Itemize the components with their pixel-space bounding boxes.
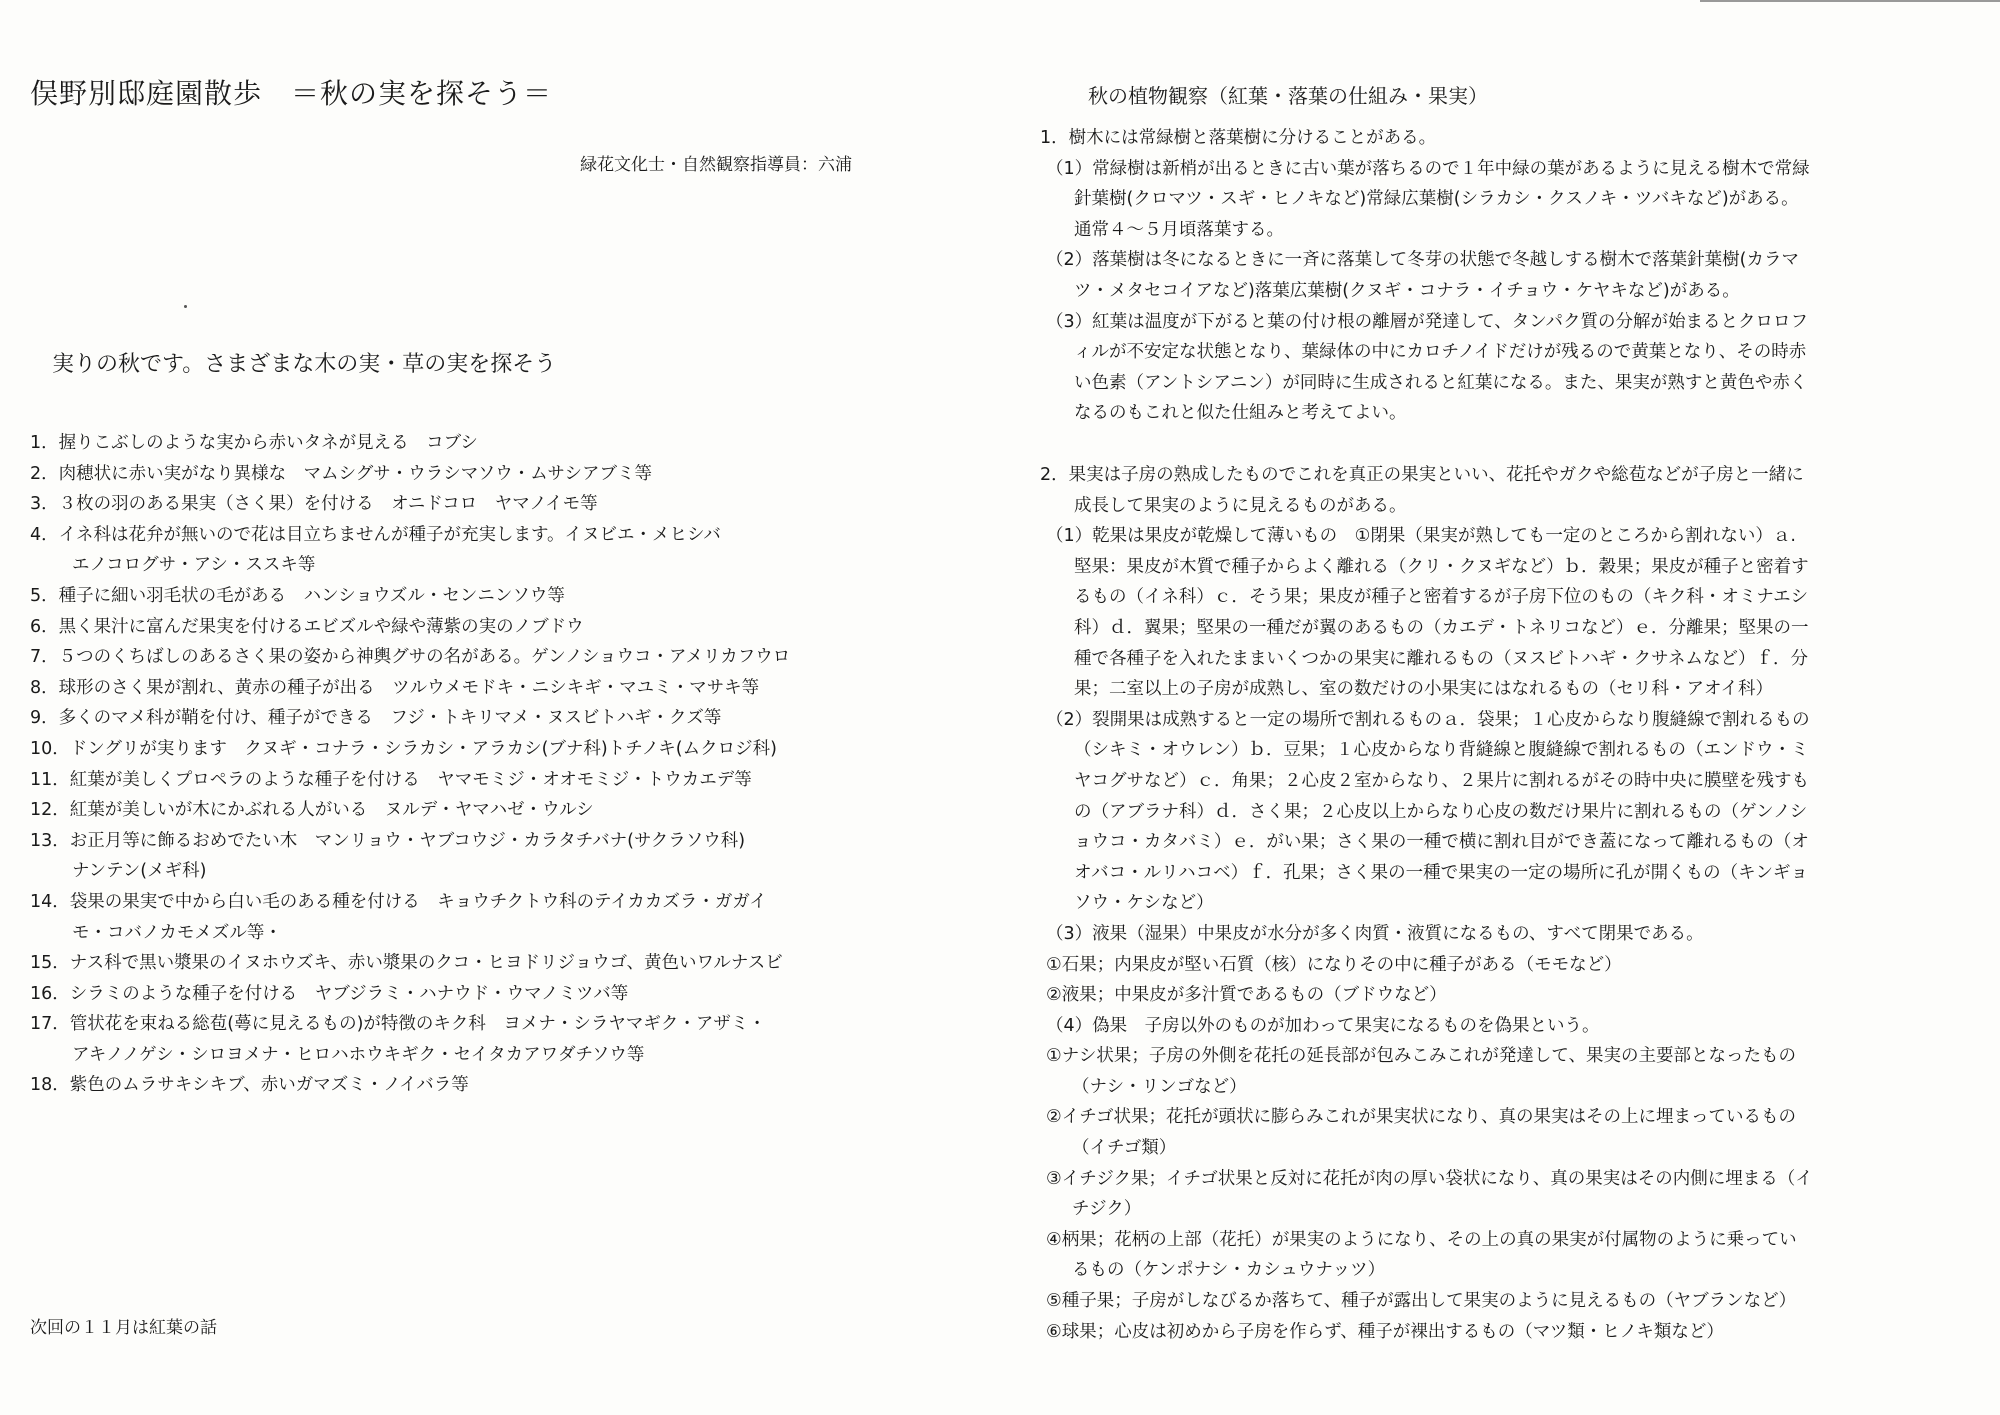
- text-line: ②液果；中果皮が多汁質であるもの（ブドウなど）: [1046, 985, 1447, 1006]
- list-item: 5．種子に細い羽毛状の毛がある ハンショウズル・センニンソウ等: [30, 585, 565, 606]
- section-fruits: [1040, 460, 1975, 1347]
- text-line: るもの（ケンポナシ・カシュウナッツ）: [1072, 1260, 1386, 1281]
- text-line: 果；二室以上の子房が成熟し、室の数だけの小果実にはなれるもの（セリ科・アオイ科）: [1074, 679, 1773, 700]
- list-item: 4．イネ科は花弁が無いので花は目立ちませんが種子が充実します。イヌビエ・メヒシバ: [30, 524, 721, 545]
- text-line: 種で各種子を入れたままいくつかの果実に離れるもの（ヌスビトハギ・クサネムなど）ｆ．分: [1074, 648, 1808, 669]
- list-item-continuation: モ・コバノカモメズル等・: [72, 922, 282, 943]
- text-line: （イチゴ類）: [1072, 1138, 1177, 1159]
- text-line: （2）落葉樹は冬になるときに一斉に落葉して冬芽の状態で冬越しする樹木で落葉針葉樹(カラマ: [1046, 250, 1799, 271]
- section-trees: [1040, 123, 1975, 429]
- right-title: 秋の植物観察（紅葉・落葉の仕組み・果実）: [1088, 84, 1488, 108]
- text-line: の（アブラナ科）ｄ．さく果；２心皮以上からなり心皮の数だけ果片に割れるもの（ゲンノシ: [1074, 801, 1808, 822]
- list-item: 1．握りこぶしのような実から赤いタネが見える コブシ: [30, 433, 478, 453]
- text-line: 2．果実は子房の熟成したものでこれを真正の果実といい、花托やガクや総苞などが子房と一緒に: [1040, 465, 1804, 485]
- text-line: （1）乾果は果皮が乾燥して薄いもの ①閉果（果実が熟しても一定のところから割れない）ａ.: [1046, 526, 1796, 547]
- fruit-list: [30, 428, 965, 1101]
- list-item: 7．５つのくちばしのあるさく果の姿から神輿グサの名がある。ゲンノショウコ・アメリカフウロ: [30, 647, 791, 668]
- text-line: ツ・メタセコイアなど)落葉広葉樹(クヌギ・コナラ・イチョウ・ケヤキなど)がある。: [1074, 280, 1740, 301]
- text-line: ィルが不安定な状態となり、葉緑体の中にカロチノイドだけが残るので黄葉となり、その時赤: [1074, 342, 1807, 363]
- right-column: [1040, 0, 1980, 1415]
- text-line: ④柄果；花柄の上部（花托）が果実のようになり、その上の真の果実が付属物のように乗ってい: [1046, 1229, 1797, 1250]
- text-line: （3）液果（湿果）中果皮が水分が多く肉質・液質になるもの、すべて閉果である。: [1046, 923, 1704, 944]
- text-line: ②イチゴ状果；花托が頭状に膨らみこれが果実状になり、真の果実はその上に埋まっているもの: [1046, 1107, 1796, 1128]
- list-item-continuation: エノコログサ・アシ・ススキ等: [72, 555, 316, 576]
- section-subtitle: 実りの秋です。さまざまな木の実・草の実を探そう: [52, 352, 557, 377]
- text-line: （4）偽果 子房以外のものが加わって果実になるものを偽果という。: [1046, 1015, 1600, 1036]
- text-line: （シキミ・オウレン）ｂ．豆果；１心皮からなり背縫線と腹縫線で割れるもの（エンドウ・ミ: [1074, 740, 1809, 761]
- list-item: 14．袋果の果実で中から白い毛のある種を付ける キョウチクトウ科のテイカカズラ・ガガイ: [30, 891, 767, 912]
- list-item: 15．ナス科で黒い漿果のイヌホウズキ、赤い漿果のクコ・ヒヨドリジョウゴ、黄色いワルナスビ: [30, 953, 783, 974]
- list-item: 2．肉穂状に赤い実がなり異様な マムシグサ・ウラシマソウ・ムサシアブミ等: [30, 463, 653, 484]
- text-line: ヤコグサなど）ｃ．角果；２心皮２室からなり、２果片に割れるがその時中央に膜壁を残すも: [1074, 770, 1809, 791]
- text-line: （3）紅葉は温度が下がると葉の付け根の離層が発達して、タンパク質の分解が始まるとクロロフ: [1046, 311, 1809, 332]
- text-line: なるのもこれと似た仕組みと考えてよい。: [1074, 403, 1407, 424]
- list-item: 10．ドングリが実ります クヌギ・コナラ・シラカシ・アラカシ(ブナ科)トチノキ(ムクロジ科): [30, 738, 777, 759]
- scan-speck: [184, 305, 187, 308]
- text-line: （ナシ・リンゴなど）: [1072, 1076, 1247, 1097]
- list-item: 8．球形のさく果が割れ、黄赤の種子が出る ツルウメモドキ・ニシキギ・マユミ・マサキ等: [30, 677, 760, 698]
- text-line: ソウ・ケシなど）: [1074, 893, 1214, 914]
- text-line: 針葉樹(クロマツ・スギ・ヒノキなど)常緑広葉樹(シラカシ・クスノキ・ツバキなど)がある。: [1074, 189, 1799, 210]
- list-item: 13．お正月等に飾るおめでたい木 マンリョウ・ヤブコウジ・カラタチバナ(サクラソウ科): [30, 830, 746, 851]
- text-line: 堅果：果皮が木質で種子からよく離れる（クリ・クヌギなど）ｂ．穀果；果皮が種子と密着す: [1074, 556, 1809, 577]
- text-line: チジク）: [1072, 1199, 1142, 1220]
- list-item: 9．多くのマメ科が鞘を付け、種子ができる フジ・トキリマメ・ヌスビトハギ・クズ等: [30, 708, 722, 729]
- list-item: 11．紅葉が美しくプロペラのような種子を付ける ヤマモミジ・オオモミジ・トウカエデ等: [30, 769, 752, 790]
- text-line: ⑥球果；心皮は初めから子房を作らず、種子が裸出するもの（マツ類・ヒノキ類など）: [1046, 1321, 1724, 1342]
- text-line: ョウコ・カタバミ）ｅ．がい果；さく果の一種で横に割れ目ができ蓋になって離れるもの（オ: [1074, 832, 1809, 853]
- text-line: 成長して果実のように見えるものがある。: [1074, 495, 1407, 516]
- text-line: オバコ・ルリハコベ）ｆ．孔果；さく果の一種で果実の一定の場所に孔が開くもの（キンギョ: [1074, 862, 1808, 883]
- text-line: （1）常緑樹は新梢が出るときに古い葉が落ちるので１年中緑の葉があるように見える樹木で常緑: [1046, 158, 1810, 179]
- list-item: 6．黒く果汁に富んだ果実を付けるエビズルや緑や薄紫の実のノブドウ: [30, 616, 584, 637]
- list-item-continuation: ナンテン(メギ科): [72, 861, 207, 882]
- text-line: 通常４～５月頃落葉する。: [1074, 219, 1284, 240]
- text-line: るもの（イネ科）ｃ．そう果；果皮が種子と密着するが子房下位のもの（キク科・オミナエシ: [1074, 587, 1809, 608]
- text-line: 科）ｄ．翼果；堅果の一種だが翼のあるもの（カエデ・トネリコなど）ｅ．分離果；堅果の一: [1074, 617, 1809, 638]
- footer-note: 次回の１１月は紅葉の話: [30, 1318, 217, 1338]
- list-item-continuation: アキノノゲシ・シロヨメナ・ヒロハホウキギク・セイタカアワダチソウ等: [72, 1044, 645, 1065]
- text-line: ①石果；内果皮が堅い石質（核）になりその中に種子がある（モモなど）: [1046, 954, 1622, 975]
- list-item: 17．管状花を束ねる総苞(蕚に見えるもの)が特徴のキク科 ヨメナ・シラヤマギク・アザミ・: [30, 1014, 766, 1035]
- page-title: 俣野別邸庭園散歩 ＝秋の実を探そう＝: [30, 77, 553, 110]
- left-column: [28, 0, 988, 1415]
- list-item: 16．シラミのような種子を付ける ヤブジラミ・ハナウド・ウマノミツバ等: [30, 983, 629, 1004]
- text-line: ⑤種子果；子房がしなびるか落ちて、種子が露出して果実のように見えるもの（ヤブランなど）: [1046, 1291, 1797, 1312]
- text-line: ①ナシ状果；子房の外側を花托の延長部が包みこみこれが発達して、果実の主要部となったもの: [1046, 1046, 1796, 1067]
- list-item: 18．紫色のムラサキシキブ、赤いガマズミ・ノイバラ等: [30, 1075, 469, 1096]
- text-line: （2）裂開果は成熟すると一定の場所で割れるものａ．袋果；１心皮からなり腹縫線で割れるもの: [1046, 709, 1810, 730]
- text-line: ③イチジク果；イチゴ状果と反対に花托が肉の厚い袋状になり、真の果実はその内側に埋まる（イ: [1046, 1168, 1813, 1189]
- text-line: い色素（アントシアニン）が同時に生成されると紅葉になる。また、果実が熟すと黄色や赤く: [1074, 372, 1808, 393]
- list-item: 3．３枚の羽のある果実（さく果）を付ける オニドコロ ヤマノイモ等: [30, 494, 598, 515]
- author-line: 緑花文化士・自然観察指導員：六浦: [580, 155, 852, 175]
- text-line: 1．樹木には常緑樹と落葉樹に分けることがある。: [1040, 128, 1437, 148]
- list-item: 12．紅葉が美しいが木にかぶれる人がいる ヌルデ・ヤマハゼ・ウルシ: [30, 800, 594, 821]
